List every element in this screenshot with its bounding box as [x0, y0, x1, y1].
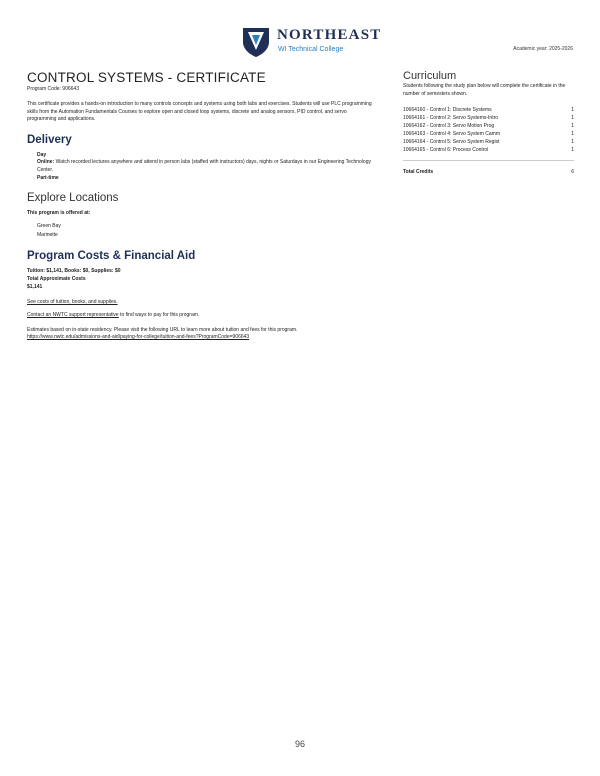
- table-row: [403, 122, 574, 130]
- total-credits-value: 6: [571, 169, 574, 176]
- locations-heading: Explore Locations: [27, 192, 119, 205]
- table-row: [403, 130, 574, 138]
- total-credits-row: [403, 169, 574, 175]
- course-name: 10664160 - Control 1: Discrete Systems: [403, 107, 492, 114]
- location-item: Marinette: [37, 232, 58, 239]
- online-label: Online:: [37, 159, 55, 166]
- table-row: [403, 146, 574, 154]
- course-credits: 1: [571, 115, 574, 122]
- estimate-paragraph: [27, 327, 372, 342]
- delivery-part-time: Part-time: [37, 174, 59, 181]
- course-name: 10664163 - Control 4: Servo System Camm: [403, 131, 500, 138]
- delivery-heading: Delivery: [27, 133, 72, 146]
- page-header: [0, 24, 600, 58]
- costs-heading: Program Costs & Financial Aid: [27, 250, 196, 263]
- total-credits-label: Total Credits: [403, 169, 434, 176]
- academic-year: Academic year: 2025-2026: [513, 46, 573, 52]
- offered-at-label: This program is offered at:: [27, 210, 91, 217]
- course-name: 10664162 - Control 3: Servo Motion Prog: [403, 123, 495, 130]
- course-credits: 1: [571, 123, 574, 130]
- delivery-online: [37, 159, 372, 174]
- see-costs-link[interactable]: See costs of tuition, books, and supplies.: [27, 299, 118, 306]
- course-name: 10664164 - Control 5: Servo System Regist: [403, 139, 500, 146]
- course-table: [403, 106, 574, 154]
- program-code: Program Code: 906643: [27, 86, 79, 92]
- curriculum-description: Students following the study plan below will complete the certificate in the number of semesters shown.: [403, 83, 566, 97]
- divider: [403, 160, 574, 161]
- program-title: CONTROL SYSTEMS - CERTIFICATE: [27, 70, 266, 85]
- logo-wordmark: NORTHEAST: [277, 27, 382, 43]
- total-costs-label: Total Approximate Costs: [27, 276, 86, 283]
- location-item: Green Bay: [37, 223, 61, 230]
- cost-breakdown: Tuition: $1,141, Books: $0, Supplies: $0: [27, 268, 121, 275]
- shield-logo-icon: [241, 26, 271, 58]
- course-name: 10664161 - Control 2: Servo Systems-Intro: [403, 115, 499, 122]
- program-description: This certificate provides a hands-on introduction to many controls concepts and systems using both labs and exercises. Students will use PLC programming skills from the Automation Fundamentals Courses to explore open and closed loop systems, discrete and analog sensors, PID control, and servo programming and applications.: [27, 101, 372, 123]
- table-row: [403, 138, 574, 146]
- course-credits: 1: [571, 131, 574, 138]
- program-details: [27, 70, 372, 342]
- contact-paragraph: [27, 312, 372, 320]
- delivery-day: Day: [37, 151, 47, 158]
- curriculum-heading: Curriculum: [403, 70, 457, 82]
- table-row: [403, 114, 574, 122]
- tuition-url-link[interactable]: https://www.nwtc.edu/admissions-and-aid/paying-for-college/tuition-and-fees?ProgramCode=906643: [27, 334, 250, 341]
- curriculum-panel: [403, 70, 575, 175]
- page-number: 96: [294, 739, 305, 749]
- course-name: 10664165 - Control 6: Process Control: [403, 147, 489, 154]
- delivery-list: [37, 152, 372, 182]
- estimate-text: Estimates based on in-state residency. Please visit the following URL to learn more about tuition and fees for this program.: [27, 326, 298, 333]
- logo-subtitle: WI Technical College: [278, 46, 344, 53]
- course-credits: 1: [571, 107, 574, 114]
- location-list: [37, 222, 372, 240]
- cost-summary: [27, 267, 372, 291]
- course-credits: 1: [571, 139, 574, 146]
- total-costs-value: $1,141: [27, 284, 43, 291]
- contact-link[interactable]: Contact an NWTC support representative: [27, 312, 119, 319]
- online-text: Watch recorded lectures anywhere and attend in person labs (staffed with instructors) days, nights or Saturdays in our Engineering Technology Center.: [37, 159, 371, 173]
- college-logo: [241, 26, 382, 58]
- course-credits: 1: [571, 147, 574, 154]
- table-row: [403, 106, 574, 114]
- contact-text: to find ways to pay for this program.: [118, 312, 200, 319]
